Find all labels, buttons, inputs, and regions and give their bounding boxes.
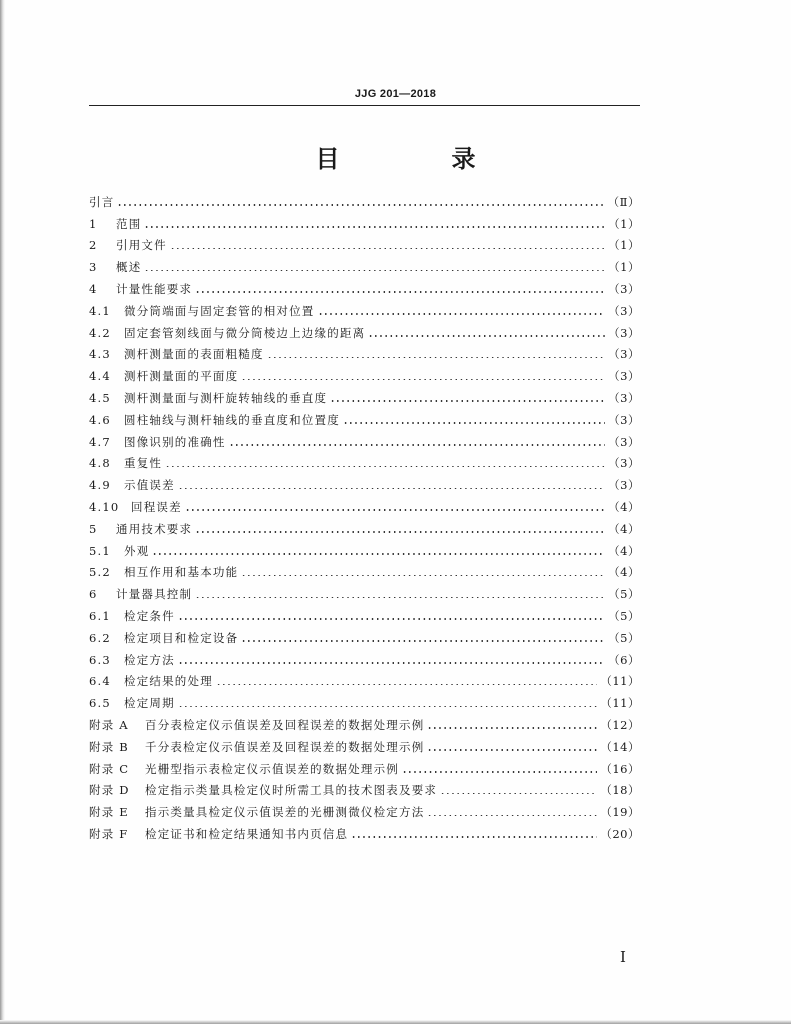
dot-leader: [343, 412, 605, 425]
toc-entry-title: 测杆测量面的平面度: [124, 369, 239, 384]
toc-entry-label: [89, 804, 424, 820]
toc-entry-number: 4: [89, 281, 98, 296]
toc-entry-page: （3）: [608, 303, 640, 318]
toc-entry-title: 千分表检定仪示值误差及回程误差的数据处理示例: [145, 739, 425, 754]
toc-entry-page: （1）: [608, 260, 640, 275]
dot-leader: [241, 630, 605, 643]
dot-leader: [267, 346, 605, 359]
toc-entry-number: 附录 B: [89, 739, 129, 754]
dot-leader: [427, 739, 597, 752]
toc-entry[interactable]: [89, 297, 640, 319]
toc-entry[interactable]: [89, 777, 640, 799]
toc-entry-label: [89, 695, 175, 711]
toc-entry-title: 检定条件: [124, 608, 175, 623]
toc-entry-title: 计量性能要求: [116, 281, 193, 296]
toc-entry-number: 附录 E: [89, 805, 129, 820]
toc-entry-number: 3: [89, 260, 98, 275]
dot-leader: [402, 761, 597, 774]
dot-leader: [195, 521, 605, 534]
toc-entry-number: 5.1: [89, 543, 111, 558]
toc-entry-page: （3）: [608, 281, 640, 296]
toc-entry-page: （11）: [600, 696, 640, 711]
dot-leader: [241, 368, 605, 381]
toc-entry-page: （1）: [608, 238, 640, 253]
toc-entry[interactable]: [89, 232, 640, 254]
toc-entry[interactable]: [89, 537, 640, 559]
toc-entry-page: （18）: [600, 783, 640, 798]
toc-entry-number: 6.3: [89, 652, 111, 667]
toc-entry[interactable]: [89, 820, 640, 842]
toc-entry-page: （3）: [608, 325, 640, 340]
toc-entry-number: 4.6: [89, 412, 111, 427]
dot-leader: [178, 695, 598, 708]
dot-leader: [330, 390, 605, 403]
toc-entry-number: 6.1: [89, 608, 111, 623]
toc-entry-page: （3）: [608, 369, 640, 384]
toc-entry-label: [89, 717, 424, 733]
toc-entry-title: 相互作用和基本功能: [124, 565, 239, 580]
toc-entry[interactable]: [89, 624, 640, 646]
toc-entry-label: [89, 434, 226, 450]
toc-entry-number: 4.5: [89, 390, 111, 405]
page-title: 目 录: [315, 145, 520, 173]
toc-entry[interactable]: [89, 602, 640, 624]
toc-entry-label: [89, 586, 192, 602]
toc-entry[interactable]: [89, 515, 640, 537]
toc-entry-page: （3）: [608, 478, 640, 493]
toc-entry-label: [89, 782, 437, 798]
toc-entry-label: [89, 216, 141, 232]
toc-entry-number: 4.2: [89, 325, 111, 340]
toc-entry-number: 6.5: [89, 696, 111, 711]
toc-entry-number: 4.3: [89, 347, 111, 362]
toc-entry-label: [89, 739, 424, 755]
toc-entry-title: 检定结果的处理: [124, 674, 213, 689]
toc-entry-page: （4）: [608, 521, 640, 536]
toc-entry-page: （3）: [608, 390, 640, 405]
toc-entry-page: （4）: [608, 499, 640, 514]
toc-entry-number: 附录 C: [89, 761, 130, 776]
toc-entry-page: （4）: [608, 543, 640, 558]
toc-entry-page: （19）: [600, 805, 640, 820]
toc-entry[interactable]: [89, 384, 640, 406]
toc-entry[interactable]: [89, 471, 640, 493]
toc-entry[interactable]: [89, 733, 640, 755]
dot-leader: [117, 194, 604, 207]
toc-entry[interactable]: [89, 580, 640, 602]
dot-leader: [178, 608, 605, 621]
toc-entry-number: 附录 D: [89, 783, 130, 798]
toc-entry-page: （5）: [608, 608, 640, 623]
toc-entry-title: 外观: [124, 543, 150, 558]
toc-entry[interactable]: [89, 319, 640, 341]
dot-leader: [351, 826, 597, 839]
toc-entry-label: [89, 346, 264, 362]
toc-entry-page: （16）: [600, 761, 640, 776]
toc-entry-title: 重复性: [124, 456, 163, 471]
toc-entry[interactable]: [89, 668, 640, 690]
toc-entry-title: 指示类量具检定仪示值误差的光栅测微仪检定方法: [145, 805, 425, 820]
toc-entry-number: 4.4: [89, 369, 111, 384]
toc-entry[interactable]: [89, 711, 640, 733]
dot-leader: [229, 434, 606, 447]
toc-entry-number: 6: [89, 587, 98, 602]
toc-entry-title: 检定项目和检定设备: [124, 630, 239, 645]
dot-leader: [144, 216, 605, 229]
toc-entry-title: 检定证书和检定结果通知书内页信息: [145, 826, 349, 841]
toc-entry-title: 微分筒端面与固定套管的相对位置: [124, 303, 315, 318]
toc-entry-number: 5: [89, 521, 98, 536]
dot-leader: [195, 586, 605, 599]
scan-edge-bottom: [0, 1020, 791, 1024]
toc-entry-page: （6）: [608, 652, 640, 667]
toc-entry-label: [89, 194, 114, 210]
dot-leader: [170, 237, 605, 250]
toc-entry-number: 5.2: [89, 565, 111, 580]
toc-entry-title: 回程误差: [131, 499, 182, 514]
toc-entry-page: （3）: [608, 456, 640, 471]
toc-entry-number: 4.1: [89, 303, 111, 318]
toc-entry-page: （3）: [608, 347, 640, 362]
toc-entry-page: （3）: [608, 434, 640, 449]
toc-entry[interactable]: [89, 689, 640, 711]
toc-entry-label: [89, 499, 182, 515]
toc-entry-label: [89, 630, 238, 646]
toc-entry-title: 范围: [116, 216, 142, 231]
toc-entry-title: 圆柱轴线与测杆轴线的垂直度和位置度: [124, 412, 340, 427]
toc-entry-title: 引言: [89, 194, 115, 209]
dot-leader: [185, 499, 605, 512]
dot-leader: [178, 652, 605, 665]
toc-entry[interactable]: [89, 406, 640, 428]
toc-entry-label: [89, 652, 175, 668]
toc-entry[interactable]: [89, 755, 640, 777]
dot-leader: [144, 259, 605, 272]
toc-entry-title: 通用技术要求: [116, 521, 193, 536]
toc-entry-page: （5）: [608, 587, 640, 602]
toc-entry-label: [89, 325, 365, 341]
toc-entry-number: 4.8: [89, 456, 111, 471]
dot-leader: [440, 782, 597, 795]
toc-entry-page: （11）: [600, 674, 640, 689]
toc-entry-page: （12）: [600, 717, 640, 732]
toc-entry[interactable]: [89, 362, 640, 384]
table-of-contents: [89, 188, 640, 842]
dot-leader: [165, 455, 605, 468]
toc-entry[interactable]: [89, 210, 640, 232]
toc-entry[interactable]: [89, 428, 640, 450]
toc-entry-label: [89, 521, 192, 537]
toc-entry-label: [89, 477, 175, 493]
toc-entry[interactable]: [89, 798, 640, 820]
header-divider: [89, 105, 640, 106]
toc-entry-number: 2: [89, 238, 98, 253]
standard-code-header: JJG 201—2018: [354, 88, 437, 100]
toc-entry[interactable]: [89, 253, 640, 275]
dot-leader: [152, 543, 605, 556]
toc-entry-title: 测杆测量面的表面粗糙度: [124, 347, 264, 362]
toc-entry-page: （Ⅱ）: [607, 194, 640, 209]
toc-entry-page: （14）: [600, 739, 640, 754]
toc-entry-number: 1: [89, 216, 98, 231]
toc-entry-title: 计量器具控制: [116, 587, 193, 602]
toc-entry-number: 4.7: [89, 434, 111, 449]
toc-entry-page: （5）: [608, 630, 640, 645]
toc-entry[interactable]: [89, 646, 640, 668]
toc-entry-number: 4.9: [89, 478, 111, 493]
toc-entry-title: 概述: [116, 260, 142, 275]
toc-entry-page: （4）: [608, 565, 640, 580]
toc-entry-title: 示值误差: [124, 478, 175, 493]
toc-entry-label: [89, 543, 149, 559]
toc-entry-number: 附录 F: [89, 826, 129, 841]
toc-entry-title: 固定套管刻线面与微分筒棱边上边缘的距离: [124, 325, 366, 340]
toc-entry-page: （20）: [600, 826, 640, 841]
toc-entry-title: 检定指示类量具检定仪时所需工具的技术图表及要求: [145, 783, 438, 798]
toc-entry-title: 检定方法: [124, 652, 175, 667]
toc-entry[interactable]: [89, 450, 640, 472]
toc-entry-label: [89, 761, 399, 777]
dot-leader: [241, 564, 605, 577]
toc-entry[interactable]: [89, 559, 640, 581]
toc-entry-title: 图像识别的准确性: [124, 434, 226, 449]
toc-entry-page: （3）: [608, 412, 640, 427]
dot-leader: [216, 673, 597, 686]
toc-entry-label: [89, 303, 315, 319]
toc-entry-title: 光栅型指示表检定仪示值误差的数据处理示例: [145, 761, 399, 776]
toc-entry[interactable]: [89, 275, 640, 297]
toc-entry-label: [89, 412, 340, 428]
toc-entry-number: 6.2: [89, 630, 111, 645]
toc-entry-number: 6.4: [89, 674, 111, 689]
toc-entry-number: 4.10: [89, 499, 120, 514]
toc-entry-title: 百分表检定仪示值误差及回程误差的数据处理示例: [145, 717, 425, 732]
toc-entry-number: 附录 A: [89, 717, 129, 732]
toc-entry-label: [89, 826, 348, 842]
toc-entry-title: 引用文件: [116, 238, 167, 253]
toc-entry-label: [89, 564, 238, 580]
toc-entry-label: [89, 237, 167, 253]
dot-leader: [427, 804, 597, 817]
toc-entry[interactable]: [89, 493, 640, 515]
toc-entry-label: [89, 281, 192, 297]
toc-entry[interactable]: [89, 188, 640, 210]
toc-entry-label: [89, 455, 162, 471]
toc-entry-label: [89, 368, 238, 384]
toc-entry-label: [89, 673, 213, 689]
dot-leader: [427, 717, 597, 730]
toc-entry-page: （1）: [608, 216, 640, 231]
toc-entry-label: [89, 390, 327, 406]
toc-entry-title: 检定周期: [124, 696, 175, 711]
dot-leader: [178, 477, 605, 490]
toc-entry-label: [89, 259, 141, 275]
page-number: Ⅰ: [620, 948, 626, 966]
dot-leader: [318, 303, 606, 316]
toc-entry[interactable]: [89, 341, 640, 363]
dot-leader: [368, 325, 605, 338]
toc-entry-label: [89, 608, 175, 624]
dot-leader: [195, 281, 605, 294]
toc-entry-title: 测杆测量面与测杆旋转轴线的垂直度: [124, 390, 328, 405]
